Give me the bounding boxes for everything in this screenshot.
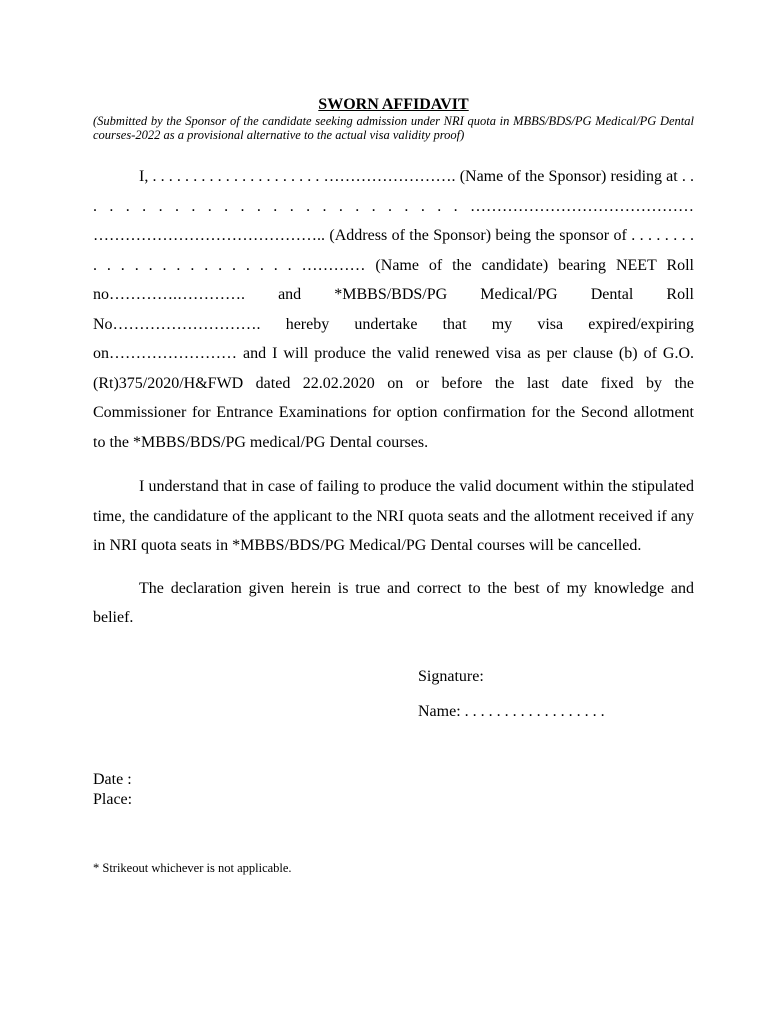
document-title: SWORN AFFIDAVIT	[318, 96, 469, 113]
name-line: Name: . . . . . . . . . . . . . . . . . .	[418, 703, 605, 720]
signature-line: Signature:	[418, 668, 484, 685]
document-subtitle: (Submitted by the Sponsor of the candidate seeking admission under NRI quota in MBBS/BDS/PG Medical/PG Dental courses-2022 as a provisional alternative to the actual visa validity proof)	[93, 114, 694, 142]
place-line: Place:	[93, 791, 133, 808]
declaration-paragraph: The declaration given herein is true and correct to the best of my knowledge and belief.	[93, 579, 694, 626]
cancellation-paragraph: I understand that in case of failing to produce the valid document within the stipulated time, the candidature of the applicant to the NRI quota seats and the allotment received if any in NRI quota seats in *MBBS/BDS/PG Medical/PG Dental courses will be cancelled.	[93, 478, 694, 554]
footnote: * Strikeout whichever is not applicable.	[93, 861, 292, 875]
affidavit-page	[93, 96, 694, 875]
date-line: Date :	[93, 771, 132, 788]
undertaking-paragraph: I, . . . . . . . . . . . . . . . . . . . . . ……………………. (Name of the Sponsor) residing at . . . . . . . . . . . . . . . . . . . . . . . . . …………………………………… …………………………………….. (Address of the Sponsor) being the sponsor of . . . . . . . . . . . . . . . . . . . . . . . ………… (Name of the candidate) bearing NEET Roll no………….…………. and *MBBS/BDS/PG Medical/PG Dental Roll No………………………. hereby undertake that my visa expired/expiring on…………………… and I will produce the valid renewed visa as per clause (b) of G.O.(Rt)375/2020/H&FWD dated 22.02.2020 on or before the last date fixed by the Commissioner for Entrance Examinations for option confirmation for the Second allotment to the *MBBS/BDS/PG medical/PG Dental courses.	[93, 168, 694, 451]
